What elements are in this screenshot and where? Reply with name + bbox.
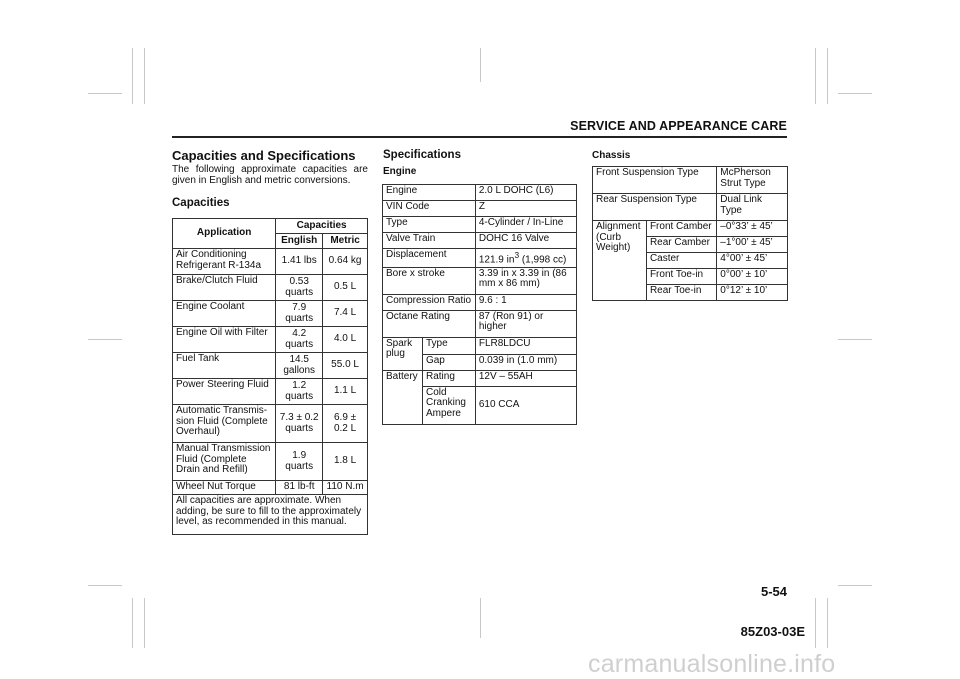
table-row xyxy=(383,185,577,201)
cell-value: 610 CCA xyxy=(475,386,576,424)
table-row xyxy=(173,481,368,495)
cell-english: 7.9 quarts xyxy=(276,301,323,327)
cell-label: Engine xyxy=(383,185,476,201)
cell-metric: 110 N.m xyxy=(323,481,368,495)
table-row xyxy=(383,337,577,354)
table-row xyxy=(593,167,788,194)
crop-mark xyxy=(132,48,133,104)
cell-sublabel: Front Camber xyxy=(646,221,716,237)
crop-mark xyxy=(838,585,872,586)
col-application: Application xyxy=(173,219,276,249)
table-row xyxy=(383,294,577,310)
cell-english: 1.9 quarts xyxy=(276,443,323,481)
cell-sublabel: Gap xyxy=(422,354,475,370)
table-row xyxy=(173,301,368,327)
cell-value: 87 (Ron 91) or higher xyxy=(475,310,576,337)
page-number: 5-54 xyxy=(760,584,787,599)
cell-application: Manual Transmission Fluid (Complete Drain and Refill) xyxy=(173,443,276,481)
crop-mark xyxy=(815,48,816,104)
header-divider xyxy=(172,136,787,138)
engine-table xyxy=(382,184,577,425)
crop-mark xyxy=(144,48,145,104)
chassis-heading: Chassis xyxy=(592,150,631,161)
cell-value: 0°12’ ± 10’ xyxy=(717,285,788,301)
cell-sublabel: Rear Toe-in xyxy=(646,285,716,301)
cell-label: VIN Code xyxy=(383,201,476,217)
col-metric: Metric xyxy=(323,234,368,249)
table-row xyxy=(383,201,577,217)
crop-mark xyxy=(827,48,828,104)
cell-metric: 0.5 L xyxy=(323,275,368,301)
capacities-table xyxy=(172,218,368,535)
intro-paragraph: The following approximate capacities are given in English and metric conversions. xyxy=(172,164,368,186)
cell-value: McPherson Strut Type xyxy=(717,167,788,194)
cell-english: 4.2 quarts xyxy=(276,327,323,353)
table-row xyxy=(383,217,577,233)
cell-value: DOHC 16 Valve xyxy=(475,233,576,249)
table-row xyxy=(173,379,368,405)
cell-application: Fuel Tank xyxy=(173,353,276,379)
cell-value: –0°33’ ± 45’ xyxy=(717,221,788,237)
alignment-label: Alignment (Curb Weight) xyxy=(593,221,647,301)
cell-metric: 4.0 L xyxy=(323,327,368,353)
cell-metric: 1.8 L xyxy=(323,443,368,481)
crop-mark xyxy=(480,598,481,638)
table-row xyxy=(173,275,368,301)
table-row xyxy=(383,310,577,337)
engine-heading: Engine xyxy=(383,166,417,177)
cell-value: 2.0 L DOHC (L6) xyxy=(475,185,576,201)
crop-mark xyxy=(815,598,816,648)
cell-application: Brake/Clutch Fluid xyxy=(173,275,276,301)
table-row xyxy=(173,353,368,379)
table-row xyxy=(173,405,368,443)
table-row xyxy=(383,370,577,386)
cell-sublabel: Cold Cranking Ampere xyxy=(422,386,475,424)
cell-value: –1°00’ ± 45’ xyxy=(717,237,788,253)
cell-english: 1.2 quarts xyxy=(276,379,323,405)
specifications-heading: Specifications xyxy=(383,149,461,161)
table-row xyxy=(173,327,368,353)
col-english: English xyxy=(276,234,323,249)
cell-english: 7.3 ± 0.2 quarts xyxy=(276,405,323,443)
cell-english: 1.41 lbs xyxy=(276,249,323,275)
cell-metric: 6.9 ± 0.2 L xyxy=(323,405,368,443)
cell-metric: 0.64 kg xyxy=(323,249,368,275)
cell-value: 4°00’ ± 45’ xyxy=(717,253,788,269)
cell-label: Front Suspension Type xyxy=(593,167,717,194)
crop-mark xyxy=(88,93,122,94)
cell-application: Engine Oil with Filter xyxy=(173,327,276,353)
crop-mark xyxy=(827,598,828,648)
document-code: 85Z03-03E xyxy=(740,624,805,639)
watermark-text: carmanualsonline.info xyxy=(588,650,836,678)
cell-application: Power Steering Fluid xyxy=(173,379,276,405)
table-row xyxy=(383,233,577,249)
cell-value: Dual Link Type xyxy=(717,194,788,221)
spark-plug-label: Spark plug xyxy=(383,337,423,370)
cell-sublabel: Caster xyxy=(646,253,716,269)
chassis-table xyxy=(592,166,788,301)
cell-value: 12V – 55AH xyxy=(475,370,576,386)
col-capacities: Capacities xyxy=(276,219,368,234)
cell-application: Wheel Nut Torque xyxy=(173,481,276,495)
cell-value: 9.6 : 1 xyxy=(475,294,576,310)
cell-metric: 1.1 L xyxy=(323,379,368,405)
cell-english: 81 lb-ft xyxy=(276,481,323,495)
page-title: Capacities and Specifications xyxy=(172,148,356,163)
displacement-metric: (1,998 cc) xyxy=(519,254,567,266)
cell-english: 0.53 quarts xyxy=(276,275,323,301)
table-row xyxy=(383,267,577,294)
cell-value: 0.039 in (1.0 mm) xyxy=(475,354,576,370)
cell-label: Compression Ratio xyxy=(383,294,476,310)
cell-label: Rear Suspension Type xyxy=(593,194,717,221)
cell-label: Bore x stroke xyxy=(383,267,476,294)
cell-value: Z xyxy=(475,201,576,217)
cell-value: FLR8LDCU xyxy=(475,337,576,354)
displacement-superscript: 3 xyxy=(514,250,520,260)
cell-application: Automatic Transmis-sion Fluid (Complete Overhaul) xyxy=(173,405,276,443)
cell-value: 4-Cylinder / In-Line xyxy=(475,217,576,233)
capacities-heading: Capacities xyxy=(172,197,230,209)
cell-value: 0°00’ ± 10’ xyxy=(717,269,788,285)
cell-sublabel: Rear Camber xyxy=(646,237,716,253)
cell-sublabel: Type xyxy=(422,337,475,354)
cell-label: Type xyxy=(383,217,476,233)
crop-mark xyxy=(838,93,872,94)
table-row xyxy=(593,194,788,221)
crop-mark xyxy=(88,585,122,586)
crop-mark xyxy=(88,339,122,340)
crop-mark xyxy=(838,339,872,340)
cell-value: 3.39 in x 3.39 in (86 mm x 86 mm) xyxy=(475,267,576,294)
displacement-value: 121.9 in xyxy=(478,254,515,266)
cell-label: Valve Train xyxy=(383,233,476,249)
cell-label: Displacement xyxy=(383,249,476,268)
table-row xyxy=(173,443,368,481)
capacities-note: All capacities are approximate. When adding, be sure to fill to the approximately level, as recommended in this manual. xyxy=(173,495,368,535)
cell-label: Octane Rating xyxy=(383,310,476,337)
cell-value xyxy=(475,249,576,268)
crop-mark xyxy=(480,48,481,82)
table-note-row xyxy=(173,495,368,535)
table-row xyxy=(173,249,368,275)
cell-sublabel: Front Toe-in xyxy=(646,269,716,285)
battery-label: Battery xyxy=(383,370,423,424)
crop-mark xyxy=(132,598,133,648)
table-row xyxy=(593,221,788,237)
cell-metric: 7.4 L xyxy=(323,301,368,327)
crop-mark xyxy=(144,598,145,648)
cell-application: Air Conditioning Refrigerant R-134a xyxy=(173,249,276,275)
cell-application: Engine Coolant xyxy=(173,301,276,327)
cell-sublabel: Rating xyxy=(422,370,475,386)
section-header: SERVICE AND APPEARANCE CARE xyxy=(570,119,787,133)
cell-metric: 55.0 L xyxy=(323,353,368,379)
table-row xyxy=(383,249,577,268)
cell-english: 14.5 gallons xyxy=(276,353,323,379)
